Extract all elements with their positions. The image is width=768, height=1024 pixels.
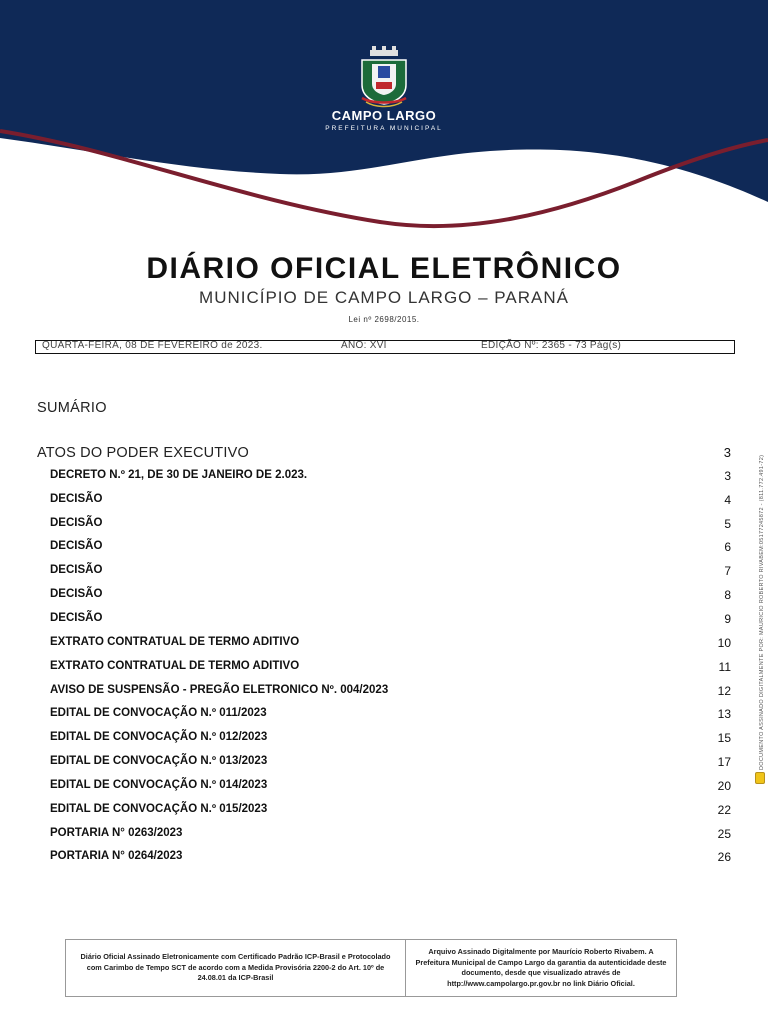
footer-certification	[65, 939, 677, 997]
toc-entry[interactable]	[0, 612, 768, 632]
law-reference: Lei nº 2698/2015.	[348, 315, 420, 324]
brand-name: CAMPO LARGO	[331, 108, 437, 123]
toc-entry-page: 6	[724, 540, 731, 555]
toc-entry-page: 26	[717, 850, 731, 865]
toc-section[interactable]	[0, 445, 768, 465]
toc-entry-page: 20	[717, 778, 731, 793]
edition-number: EDIÇÃO Nº: 2365 - 73 Pág(s)	[481, 340, 622, 351]
edition-info-bar	[35, 340, 735, 354]
toc-entry[interactable]	[0, 850, 768, 870]
toc-entry-title: EXTRATO CONTRATUAL DE TERMO ADITIVO	[50, 659, 300, 672]
toc-entry-page: 12	[717, 683, 731, 698]
toc-entry-page: 25	[717, 826, 731, 841]
toc-entry-page: 13	[717, 707, 731, 722]
edition-year: ANO: XVI	[341, 340, 387, 351]
signature-seal-icon	[755, 772, 765, 784]
toc-entry[interactable]	[0, 517, 768, 537]
toc-entry-title: EDITAL DE CONVOCAÇÃO N.º 011/2023	[50, 707, 267, 720]
footer-authenticity-note: Arquivo Assinado Digitalmente por Maurício Roberto Rivabem. A Prefeitura Municipal de Campo Largo da garantia da autenticidade deste documento, desde que visualizado através de http://www.campolargo.pr.gov.br no link Diário Oficial.	[415, 947, 667, 988]
toc-entry-title: AVISO DE SUSPENSÃO - PREGÃO ELETRONICO Nº. 004/2023	[50, 683, 389, 696]
document-title: DIÁRIO OFICIAL ELETRÔNICO	[146, 252, 622, 285]
toc-entry-title: PORTARIA N° 0264/2023	[50, 850, 183, 863]
toc-entry-title: DECISÃO	[50, 611, 103, 624]
toc-entry-page: 7	[724, 564, 731, 579]
footer-certificate-note: Diário Oficial Assinado Eletronicamente com Certificado Padrão ICP-Brasil e Protocolado com Carimbo de Tempo SCT de acordo com a Medida Provisória 2200-2 do Art. 10º de 24.08.01 da ICP-Brasil	[66, 940, 406, 996]
toc-entry-page: 4	[724, 492, 731, 507]
toc-entry-title: EDITAL DE CONVOCAÇÃO N.º 015/2023	[50, 802, 268, 815]
document-subtitle: MUNICÍPIO DE CAMPO LARGO – PARANÁ	[199, 288, 569, 307]
toc-entry-title: DECISÃO	[50, 492, 103, 505]
digital-signature-stamp	[750, 440, 765, 770]
toc-entry-title: EDITAL DE CONVOCAÇÃO N.º 012/2023	[50, 731, 268, 744]
toc-entry[interactable]	[0, 779, 768, 799]
toc-entry-page: 17	[717, 755, 731, 770]
toc-entry[interactable]	[0, 707, 768, 727]
toc-entry[interactable]	[0, 827, 768, 847]
toc-entry[interactable]	[0, 540, 768, 560]
toc-entry-page: 10	[717, 635, 731, 650]
toc-entry[interactable]	[0, 588, 768, 608]
toc-entry-page: 5	[724, 516, 731, 531]
brand-subtitle: PREFEITURA MUNICIPAL	[325, 125, 443, 132]
toc-entry-page: 3	[724, 468, 731, 483]
toc-entry-title: EXTRATO CONTRATUAL DE TERMO ADITIVO	[50, 635, 300, 648]
toc-entry-page: 15	[717, 731, 731, 746]
toc-entry-page: 3	[723, 445, 731, 460]
summary-heading: SUMÁRIO	[37, 400, 107, 416]
toc-entry-page: 9	[724, 611, 731, 626]
toc-entry-title: DECISÃO	[50, 588, 103, 601]
toc-entry[interactable]	[0, 731, 768, 751]
toc-entry-page: 8	[724, 588, 731, 603]
toc-entry[interactable]	[0, 469, 768, 489]
toc-entry[interactable]	[0, 684, 768, 704]
signature-stamp-text: DOCUMENTO ASSINADO DIGITALMENTE POR: MAURICIO ROBERTO RIVABEM:05177245872 - (811.772.491-72)	[759, 454, 765, 770]
toc-entry[interactable]	[0, 755, 768, 775]
toc-entry[interactable]	[0, 493, 768, 513]
toc-entry[interactable]	[0, 636, 768, 656]
toc-entry-title: DECISÃO	[50, 540, 103, 553]
toc-entry-title: DECISÃO	[50, 564, 103, 577]
toc-entry[interactable]	[0, 564, 768, 584]
toc-entry[interactable]	[0, 803, 768, 823]
toc-entry-title: PORTARIA N° 0263/2023	[50, 826, 183, 839]
toc-entry-page: 11	[718, 659, 731, 674]
toc-entry-title: EDITAL DE CONVOCAÇÃO N.º 014/2023	[50, 778, 268, 791]
toc-entry-page: 22	[717, 802, 731, 817]
edition-date: QUARTA-FEIRA, 08 DE FEVEREIRO de 2023.	[42, 340, 263, 351]
toc-entry-title: ATOS DO PODER EXECUTIVO	[37, 445, 249, 461]
toc-entry-title: DECISÃO	[50, 516, 103, 529]
toc-entry[interactable]	[0, 660, 768, 680]
header-banner	[0, 0, 768, 232]
toc-entry-title: EDITAL DE CONVOCAÇÃO N.º 013/2023	[50, 755, 268, 768]
toc-entry-title: DECRETO N.º 21, DE 30 DE JANEIRO DE 2.023.	[50, 468, 308, 481]
